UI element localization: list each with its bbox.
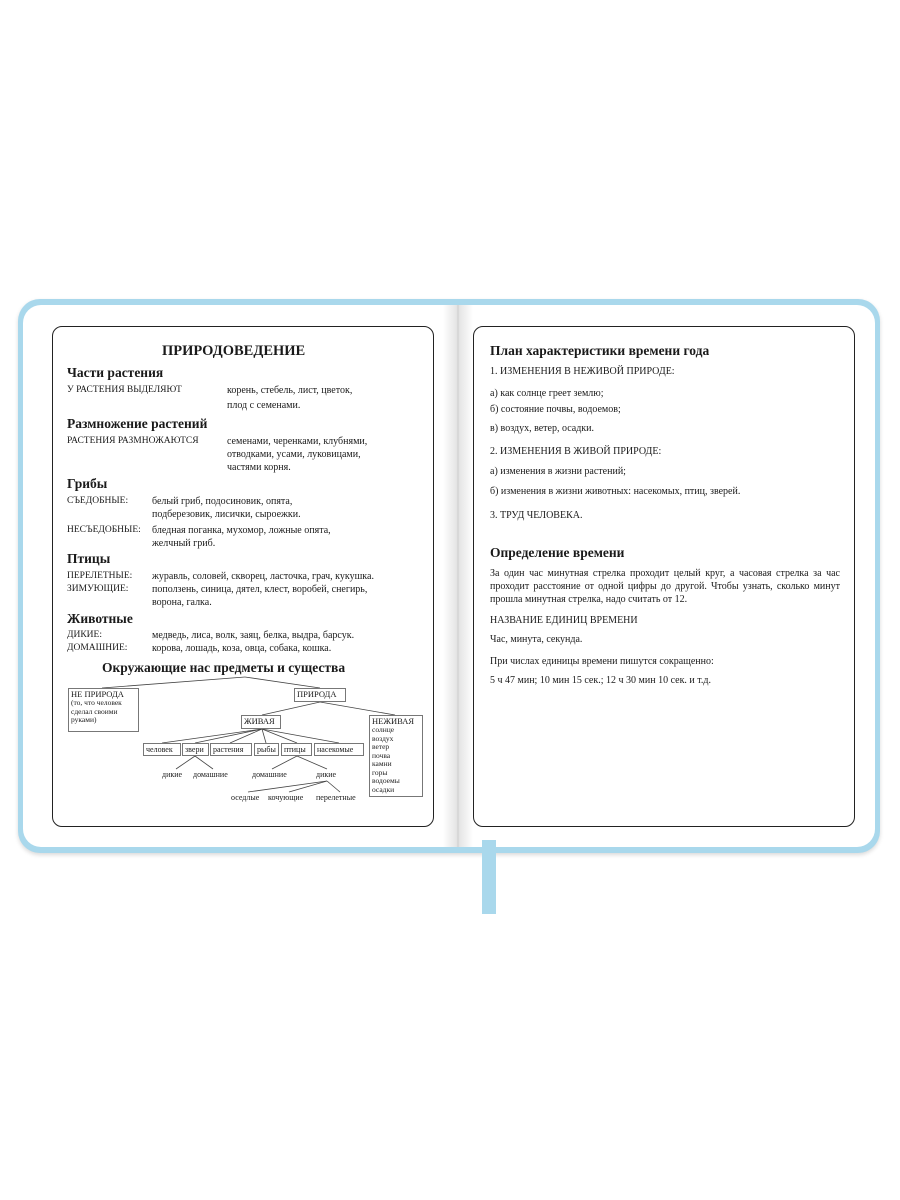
parts-text-2: плод с семенами. xyxy=(227,400,301,411)
nonliving-item: ветер xyxy=(372,742,390,751)
inedible-text-1: бледная поганка, мухомор, ложные опята, xyxy=(152,525,331,536)
nonliving-item: воздух xyxy=(372,733,394,743)
wild-birds-nomadic: кочующие xyxy=(268,793,304,802)
diagram-heading: Окружающие нас предметы и существа xyxy=(102,660,346,675)
reproduction-text-1: семенами, черенками, клубнями, xyxy=(227,436,368,447)
not-nature-note-1: (то, что человек xyxy=(71,698,122,707)
plan-item-2: 2. ИЗМЕНЕНИЯ В ЖИВОЙ ПРИРОДЕ: xyxy=(490,446,662,457)
parts-heading: Части растения xyxy=(67,365,164,380)
animals-heading: Животные xyxy=(67,611,133,626)
inedible-label: НЕСЪЕДОБНЫЕ: xyxy=(67,525,141,535)
bookmark-ribbon xyxy=(482,840,496,914)
wild-birds-migratory: перелетные xyxy=(316,793,356,802)
parts-label: У РАСТЕНИЯ ВЫДЕЛЯЮТ xyxy=(67,385,182,395)
wintering-label: ЗИМУЮЩИЕ: xyxy=(67,584,129,594)
plan-item-1: 1. ИЗМЕНЕНИЯ В НЕЖИВОЙ ПРИРОДЕ: xyxy=(490,366,675,377)
page-title: ПРИРОДОВЕДЕНИЕ xyxy=(162,343,306,359)
living-item-insects: насекомые xyxy=(314,743,364,756)
mushrooms-heading: Грибы xyxy=(67,476,108,491)
beasts-wild: дикие xyxy=(162,770,183,779)
living-item-birds: птицы xyxy=(281,743,312,756)
nature-box: ПРИРОДА xyxy=(294,688,346,702)
inedible-text-2: желчный гриб. xyxy=(152,538,216,549)
edible-label: СЪЕДОБНЫЕ: xyxy=(67,496,129,506)
wild-animals-text: медведь, лиса, волк, заяц, белка, выдра, барсук. xyxy=(152,630,355,641)
wild-animals-label: ДИКИЕ: xyxy=(67,630,102,640)
living-box: ЖИВАЯ xyxy=(241,715,281,729)
plan-item-2b: б) изменения в жизни животных: насекомых, птиц, зверей. xyxy=(490,486,741,497)
plan-item-1a: а) как солнце греет землю; xyxy=(490,388,604,399)
time-heading: Определение времени xyxy=(490,545,625,560)
wild-birds-sedentary: оседлые xyxy=(231,793,260,802)
not-nature-note-3: руками) xyxy=(71,715,97,724)
domestic-animals-text: корова, лошадь, коза, овца, собака, кошка. xyxy=(152,643,332,654)
nonliving-item: горы xyxy=(372,767,388,777)
edible-text-1: белый гриб, подосиновик, опята, xyxy=(152,496,293,507)
wintering-text-2: ворона, галка. xyxy=(152,597,212,608)
reproduction-heading: Размножение растений xyxy=(67,416,208,431)
time-paragraph: За один час минутная стрелка проходит целый круг, а часовая стрелка за час проходит расстояние от одной цифры до другой. Чтобы узнать, сколько минут прошла минутная стрелка, надо считать от 12. xyxy=(490,568,840,605)
domestic-animals-label: ДОМАШНИЕ: xyxy=(67,643,128,653)
migratory-label: ПЕРЕЛЕТНЫЕ: xyxy=(67,571,133,581)
plan-item-3: 3. ТРУД ЧЕЛОВЕКА. xyxy=(490,510,583,521)
reproduction-text-3: частями корня. xyxy=(227,462,291,473)
living-item-fish: рыбы xyxy=(254,743,279,756)
wintering-text-1: поползень, синица, дятел, клест, воробей, снегирь, xyxy=(152,584,368,595)
reproduction-text-2: отводками, усами, луковицами, xyxy=(227,449,361,460)
living-item-human: человек xyxy=(143,743,181,756)
living-item-plants: растения xyxy=(210,743,252,756)
nonliving-item: почва xyxy=(372,750,391,760)
not-nature-box xyxy=(68,688,139,732)
nonliving-box xyxy=(369,715,423,797)
nonliving-item: осадки xyxy=(372,784,395,794)
time-abbr-example: 5 ч 47 мин; 10 мин 15 сек.; 12 ч 30 мин 10 сек. и т.д. xyxy=(490,675,711,686)
nonliving-label: НЕЖИВАЯ xyxy=(372,716,415,726)
birds-domestic: домашние xyxy=(252,770,287,779)
parts-text-1: корень, стебель, лист, цветок, xyxy=(227,385,353,396)
plan-item-1b: б) состояние почвы, водоемов; xyxy=(490,404,621,415)
edible-text-2: подберезовик, лисички, сыроежки. xyxy=(152,509,301,520)
nonliving-item: водоемы xyxy=(372,776,400,785)
beasts-domestic: домашние xyxy=(193,770,228,779)
plan-item-1c: в) воздух, ветер, осадки. xyxy=(490,423,595,434)
time-units-label: НАЗВАНИЕ ЕДИНИЦ ВРЕМЕНИ xyxy=(490,615,638,626)
nonliving-item: солнце xyxy=(372,725,395,734)
time-abbr-label: При числах единицы времени пишутся сокращенно: xyxy=(490,656,714,667)
plan-heading: План характеристики времени года xyxy=(490,343,710,358)
nonliving-item: камни xyxy=(372,759,392,768)
birds-wild: дикие xyxy=(316,770,337,779)
page-gutter xyxy=(443,305,473,847)
living-item-beasts: звери xyxy=(182,743,209,756)
not-nature-label: НЕ ПРИРОДА xyxy=(71,689,124,699)
not-nature-note-2: сделал своими xyxy=(71,706,118,716)
time-units: Час, минута, секунда. xyxy=(490,634,583,645)
reproduction-label: РАСТЕНИЯ РАЗМНОЖАЮТСЯ xyxy=(67,436,199,446)
birds-heading: Птицы xyxy=(67,551,111,566)
migratory-text: журавль, соловей, скворец, ласточка, грач, кукушка. xyxy=(152,571,374,582)
plan-item-2a: а) изменения в жизни растений; xyxy=(490,466,626,477)
